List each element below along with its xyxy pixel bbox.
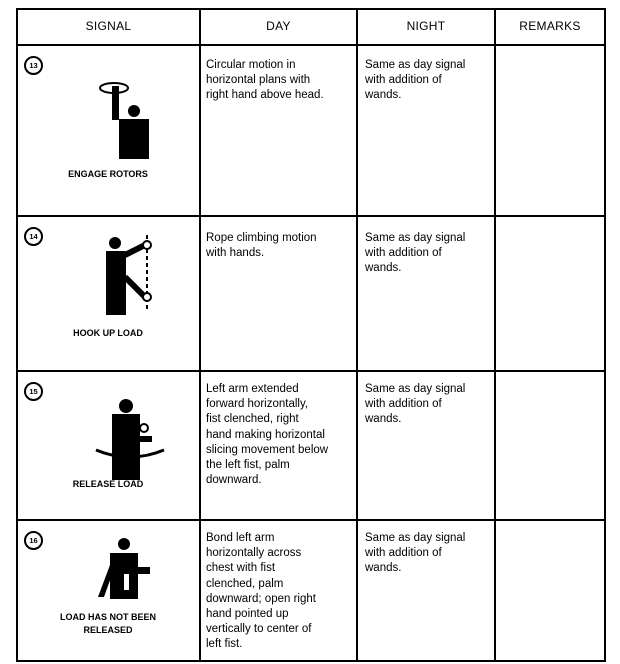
- signal-number: 15: [24, 382, 43, 401]
- signal-caption: HOOK UP LOAD: [73, 328, 143, 338]
- release-load-figure-icon: [94, 398, 168, 482]
- table-row: [16, 46, 606, 215]
- table-border-bottom: [16, 660, 606, 662]
- header-remarks: REMARKS: [519, 19, 581, 33]
- signal-number: 13: [24, 56, 43, 75]
- header-signal: SIGNAL: [85, 19, 132, 33]
- engage-rotors-figure-icon: [94, 79, 156, 161]
- signal-caption: ENGAGE ROTORS: [68, 169, 148, 179]
- signal-number: 16: [24, 531, 43, 550]
- night-description: Same as day signal with addition of wands.: [365, 532, 466, 575]
- day-description: Circular motion in horizontal plans with right hand above head.: [206, 59, 324, 102]
- signal-caption: LOAD HAS NOT BEEN RELEASED: [59, 612, 156, 635]
- day-description: Bond left arm horizontally across chest with fist clenched, palm downward; open right hand pointed up vertically to center of left fist.: [206, 532, 316, 651]
- signal-table: [16, 8, 606, 662]
- header-night: NIGHT: [406, 19, 446, 33]
- signal-number: 14: [24, 227, 43, 246]
- night-description: Same as day signal with addition of wands.: [365, 59, 466, 102]
- table-row: [16, 217, 606, 370]
- hook-up-load-figure-icon: [101, 235, 161, 317]
- day-description: Rope climbing motion with hands.: [206, 232, 317, 260]
- header-day: DAY: [266, 19, 291, 33]
- table-border-top: [16, 8, 606, 10]
- signal-caption: RELEASE LOAD: [72, 479, 144, 489]
- table-row: [16, 372, 606, 519]
- day-description: Left arm extended forward horizontally, fist clenched, right hand making horizontal slicing movement below the left fist, palm downward.: [206, 383, 329, 487]
- load-not-released-figure-icon: [96, 537, 156, 601]
- night-description: Same as day signal with addition of wands.: [365, 232, 466, 275]
- night-description: Same as day signal with addition of wands.: [365, 383, 466, 426]
- table-row: [16, 521, 606, 660]
